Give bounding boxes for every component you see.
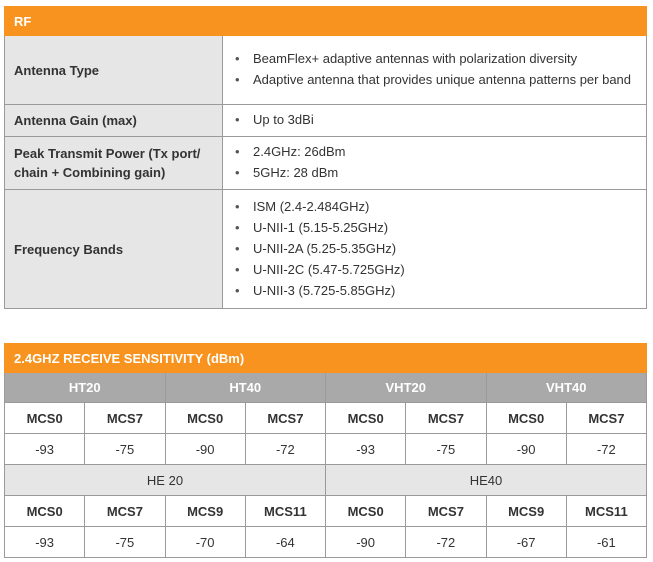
sensitivity-header: 2.4GHZ RECEIVE SENSITIVITY (dBm) (5, 344, 647, 373)
mcs-label: MCS0 (326, 403, 406, 434)
sensitivity-value: -90 (165, 434, 245, 465)
sensitivity-value: -72 (245, 434, 325, 465)
sensitivity-value: -75 (85, 434, 165, 465)
list-item: • 5GHz: 28 dBm (231, 164, 638, 182)
sensitivity-value: -64 (245, 527, 325, 558)
list-item: • Adaptive antenna that provides unique antenna patterns per band (231, 71, 638, 89)
mcs-label: MCS0 (326, 496, 406, 527)
list-item: • ISM (2.4-2.484GHz) (231, 198, 638, 216)
list-item: • 2.4GHz: 26dBm (231, 143, 638, 161)
row-label-peak-transmit-power: Peak Transmit Power (Tx port/ chain + Combining gain) (5, 137, 223, 190)
list-item: • Up to 3dBi (231, 111, 638, 129)
sensitivity-value: -61 (566, 527, 646, 558)
mcs-label: MCS11 (245, 496, 325, 527)
list-item: • U-NII-3 (5.725-5.85GHz) (231, 282, 638, 300)
mcs-label: MCS0 (165, 403, 245, 434)
group-header-ht20: HT20 (5, 373, 166, 403)
mcs-label: MCS9 (486, 496, 566, 527)
receive-sensitivity-table (4, 343, 647, 558)
sensitivity-value: -75 (406, 434, 486, 465)
antenna-type-values (223, 36, 647, 105)
group-header-vht40: VHT40 (486, 373, 647, 403)
mcs-label: MCS0 (486, 403, 566, 434)
list-item: • BeamFlex+ adaptive antennas with polarization diversity (231, 50, 638, 68)
rf-spec-table (4, 6, 647, 309)
group-header-he20: HE 20 (5, 465, 326, 496)
mcs-label: MCS7 (85, 496, 165, 527)
group-header-he40: HE40 (326, 465, 647, 496)
rf-header: RF (5, 7, 647, 36)
mcs-label: MCS7 (245, 403, 325, 434)
list-item: • U-NII-2C (5.47-5.725GHz) (231, 261, 638, 279)
sensitivity-value: -90 (486, 434, 566, 465)
sensitivity-value: -93 (5, 434, 85, 465)
mcs-label: MCS9 (165, 496, 245, 527)
peak-transmit-power-values (223, 137, 647, 190)
mcs-label: MCS7 (85, 403, 165, 434)
sensitivity-value: -70 (165, 527, 245, 558)
mcs-label: MCS0 (5, 403, 85, 434)
mcs-label: MCS7 (566, 403, 646, 434)
mcs-label: MCS7 (406, 403, 486, 434)
row-label-frequency-bands: Frequency Bands (5, 190, 223, 309)
sensitivity-value: -93 (326, 434, 406, 465)
mcs-label: MCS11 (566, 496, 646, 527)
list-item: • U-NII-2A (5.25-5.35GHz) (231, 240, 638, 258)
mcs-label: MCS7 (406, 496, 486, 527)
sensitivity-value: -93 (5, 527, 85, 558)
frequency-bands-values (223, 190, 647, 309)
sensitivity-value: -67 (486, 527, 566, 558)
sensitivity-value: -90 (326, 527, 406, 558)
antenna-gain-values (223, 105, 647, 137)
sensitivity-value: -72 (406, 527, 486, 558)
sensitivity-value: -75 (85, 527, 165, 558)
row-label-antenna-gain: Antenna Gain (max) (5, 105, 223, 137)
group-header-ht40: HT40 (165, 373, 326, 403)
row-label-antenna-type: Antenna Type (5, 36, 223, 105)
list-item: • U-NII-1 (5.15-5.25GHz) (231, 219, 638, 237)
mcs-label: MCS0 (5, 496, 85, 527)
group-header-vht20: VHT20 (326, 373, 487, 403)
sensitivity-value: -72 (566, 434, 646, 465)
